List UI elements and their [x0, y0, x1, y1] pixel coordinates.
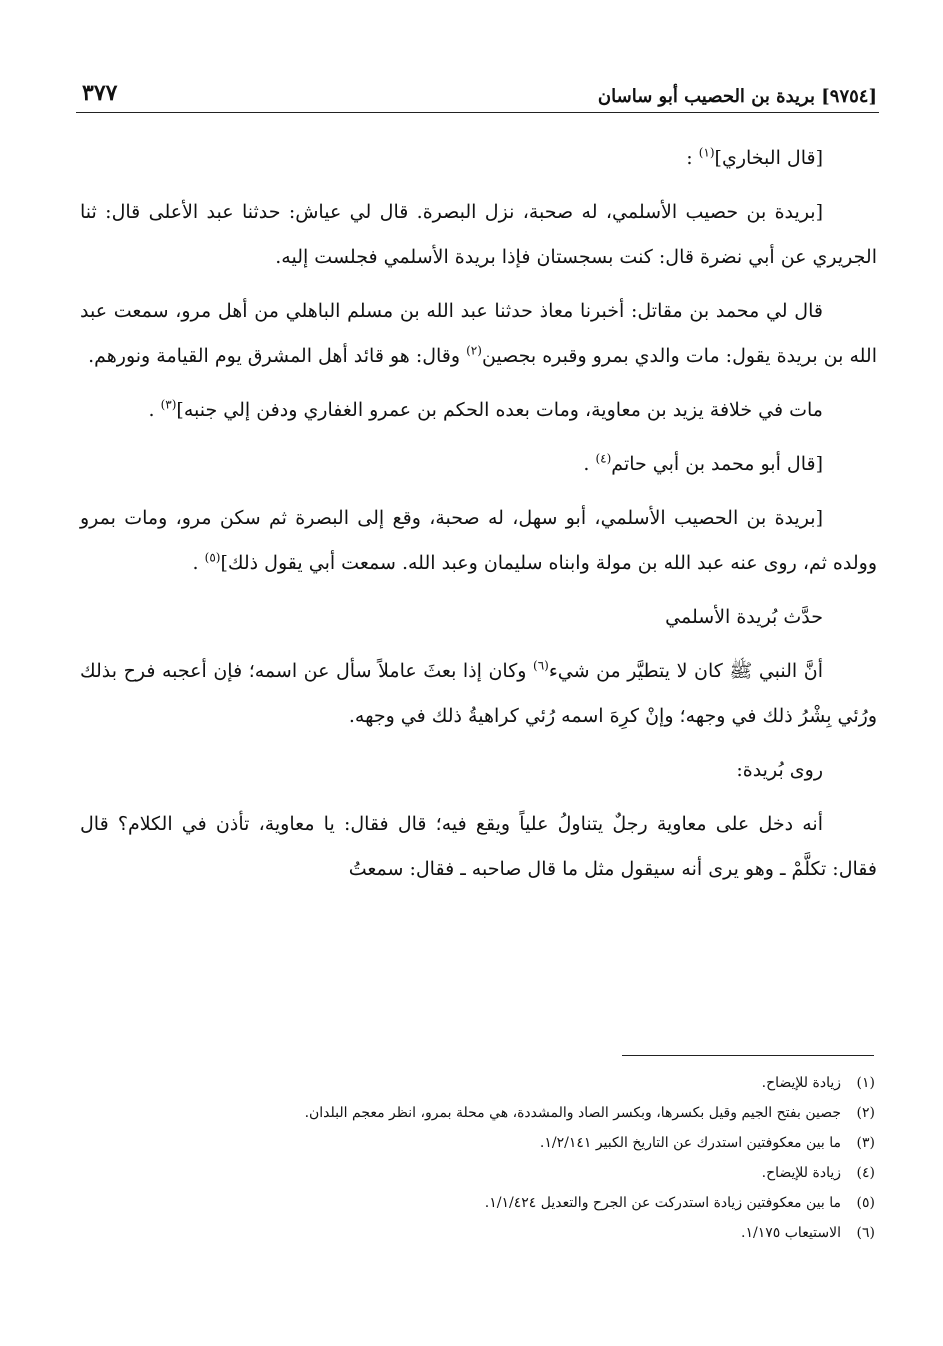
- footnote-ref: (٣): [160, 397, 177, 412]
- footnote-ref: (٢): [466, 343, 482, 358]
- footnote-ref: (٥): [204, 550, 221, 565]
- paragraph-muhammad-muqatil: [80, 289, 877, 379]
- header-divider: [76, 112, 879, 113]
- paragraph-abi-hatim-heading: [80, 442, 877, 487]
- text-span: .: [583, 453, 590, 475]
- footnote-item: [120, 1098, 875, 1128]
- footnote-ref: (٤): [595, 451, 612, 466]
- footnote-number: (٥): [856, 1195, 875, 1211]
- footnote-ref: (٦): [533, 658, 549, 673]
- paragraph-bukhari-entry: [بريدة بن حصيب الأسلمي، له صحبة، نزل البصرة. قال لي عياش: حدثنا عبد الأعلى قال: ثنا الجريري عن أبي نضرة قال: كنت بسجستان فإذا بريدة الأسلمي فجلست إليه.: [80, 201, 877, 268]
- paragraph-hadith-text: [80, 649, 877, 739]
- text-span: :: [686, 147, 693, 169]
- footnotes: [120, 1068, 875, 1248]
- footnote-ref: (١): [698, 145, 715, 160]
- text-span: وكان إذا بعثَ عاملاً سأل عن اسمه؛ فإن أعجبه فرح بذلك ورُئي بِشْرُ ذلك في وجهه؛ وإنْ كرِهَ اسمه رُئي كراهيةُ ذلك في وجهه.: [80, 660, 877, 727]
- footnote-divider: [622, 1055, 874, 1056]
- text-span: قال لي محمد بن مقاتل: أخبرنا معاذ حدثنا عبد الله بن مسلم الباهلي من أهل مرو، سمعت عبد الله بن بريدة يقول: مات والدي بمرو وقبره بجصين: [80, 300, 877, 367]
- footnote-number: (٣): [856, 1135, 875, 1151]
- footnote-number: (١): [856, 1075, 875, 1091]
- footnote-text: ما بين معكوفتين استدرك عن التاريخ الكبير ١/٢/١٤١.: [539, 1135, 841, 1151]
- footnote-number: (٢): [856, 1105, 875, 1121]
- footnote-item: [120, 1128, 875, 1158]
- footnote-item: [120, 1068, 875, 1098]
- text-span: [بريدة بن الحصيب الأسلمي، أبو سهل، له صحبة، وقع إلى البصرة ثم سكن مرو، ومات بمرو وولده ثم، روى عنه عبد الله بن مولة وابناه سليمان وعبد الله. سمعت أبي يقول ذلك]: [80, 507, 877, 574]
- text-span: [قال البخاري]: [714, 147, 823, 169]
- text-span: وقال: هو قائد أهل المشرق يوم القيامة ونورهم.: [88, 345, 467, 367]
- footnote-item: [120, 1188, 875, 1218]
- footnote-item: [120, 1158, 875, 1188]
- main-text: [80, 136, 877, 901]
- text-span: أنَّ النبي ﷺ كان لا يتطيَّر من شيء: [548, 660, 823, 682]
- paragraph-muawiya: أنه دخل على معاوية رجلٌ يتناولُ علياً ويقع فيه؛ قال فقال: يا معاوية، تأذن في الكلام؟ قال فقال: تكلَّمْ ـ وهو يرى أنه سيقول مثل ما قال صاحبه ـ فقال: سمعتُ: [80, 813, 877, 880]
- text-span: مات في خلافة يزيد بن معاوية، ومات بعده الحكم بن عمرو الغفاري ودفن إلي جنبه]: [176, 399, 823, 421]
- footnote-text: زيادة للإيضاح.: [761, 1165, 841, 1181]
- running-header-title: [٩٧٥٤] بريدة بن الحصيب أبو ساسان: [597, 86, 877, 107]
- footnote-number: (٤): [856, 1165, 875, 1181]
- text-span: .: [148, 399, 155, 421]
- footnote-text: الاستيعاب ١/١٧٥.: [741, 1225, 841, 1241]
- footnote-number: (٦): [856, 1225, 875, 1241]
- paragraph-bukhari-heading: [80, 136, 877, 181]
- page-number: ٣٧٧: [82, 80, 118, 106]
- paragraph-narration-heading: روى بُريدة:: [736, 759, 823, 781]
- paragraph-death: [80, 388, 877, 433]
- paragraph-abi-hatim-entry: [80, 496, 877, 586]
- footnote-text: زيادة للإيضاح.: [761, 1075, 841, 1091]
- footnote-item: [120, 1218, 875, 1248]
- text-span: .: [192, 552, 199, 574]
- text-span: [قال أبو محمد بن أبي حاتم: [611, 453, 823, 475]
- paragraph-hadith-heading: حدَّث بُريدة الأسلمي: [665, 606, 823, 628]
- footnote-text: جصين بفتح الجيم وقيل بكسرها، وبكسر الصاد والمشددة، هي محلة بمرو، انظر معجم البلدان.: [304, 1105, 841, 1121]
- footnote-text: ما بين معكوفتين زيادة استدركت عن الجرح والتعديل ١/١/٤٢٤.: [484, 1195, 841, 1211]
